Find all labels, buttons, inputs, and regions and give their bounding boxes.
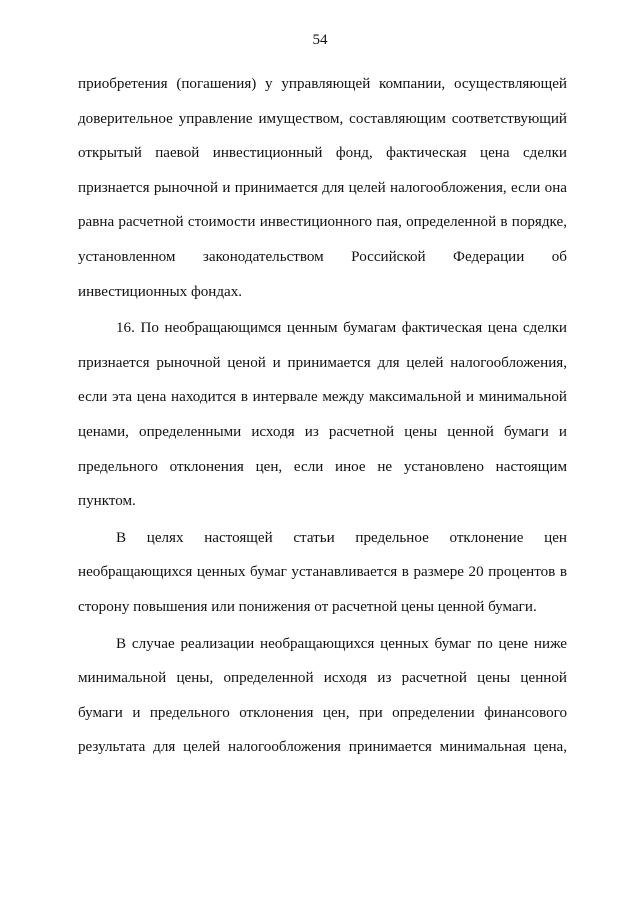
page-number: 54 <box>312 32 328 48</box>
text-line: сторону повышения или понижения от расчетной цены ценной бумаги. <box>78 598 537 615</box>
text-line: инвестиционных фондах. <box>78 283 243 300</box>
text-line: равна расчетной стоимости инвестиционного пая, определенной в порядке, <box>78 214 567 231</box>
paragraph-continuation <box>78 67 567 309</box>
text-line: предельного отклонения цен, если иное не установлено настоящим <box>78 458 567 475</box>
text-line: В целях настоящей статьи предельное отклонение цен <box>116 529 567 546</box>
text-line: установленном законодательством Российской Федерации об <box>78 248 567 265</box>
text-line: пунктом. <box>78 493 136 510</box>
text-line: необращающихся ценных бумаг устанавливается в размере 20 процентов в <box>78 564 567 581</box>
document-body <box>78 67 567 765</box>
text-line: минимальной цены, определенной исходя из расчетной цены ценной <box>78 670 567 687</box>
text-line: 16. По необращающимся ценным бумагам фактическая цена сделки <box>116 320 567 337</box>
text-line: бумаги и предельного отклонения цен, при определении финансового <box>78 704 567 721</box>
text-line: доверительное управление имуществом, составляющим соответствующий <box>78 110 567 127</box>
paragraph-minimum-price <box>78 627 567 765</box>
text-line: если эта цена находится в интервале между максимальной и минимальной <box>78 389 567 406</box>
paragraph-item-16 <box>78 311 567 519</box>
text-line: ценами, определенными исходя из расчетной цены ценной бумаги и <box>78 423 567 440</box>
text-line: признается рыночной и принимается для целей налогообложения, если она <box>78 179 567 196</box>
text-line: результата для целей налогообложения принимается минимальная цена, <box>78 739 567 756</box>
text-line: приобретения (погашения) у управляющей компании, осуществляющей <box>78 76 567 92</box>
text-line: признается рыночной ценой и принимается для целей налогообложения, <box>78 354 567 371</box>
text-line: В случае реализации необращающихся ценных бумаг по цене ниже <box>116 635 567 652</box>
text-line: открытый паевой инвестиционный фонд, фактическая цена сделки <box>78 145 567 162</box>
paragraph-price-deviation <box>78 521 567 625</box>
